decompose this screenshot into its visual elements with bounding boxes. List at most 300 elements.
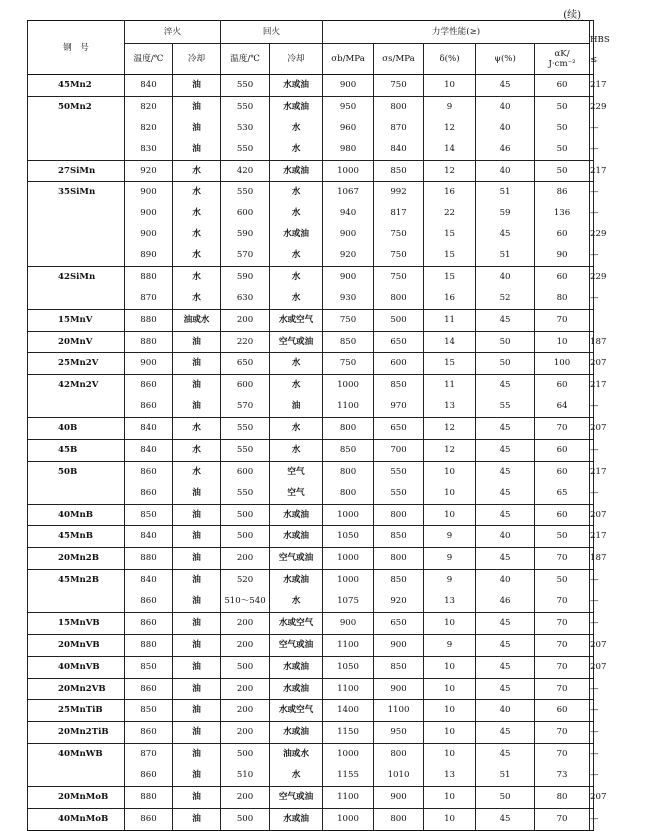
- cell-temper-cool: 水或空气: [270, 612, 323, 634]
- table-row: [28, 96, 594, 117]
- cell-quench-temp: 860: [125, 722, 173, 744]
- cell-temper-cool: 水或空气: [270, 700, 323, 722]
- cell-quench-cool: 油: [173, 504, 221, 526]
- header-temper-cool: 冷却: [270, 44, 323, 75]
- cell-ak: 50: [535, 526, 590, 548]
- cell-quench-cool: 油: [173, 118, 221, 139]
- cell-ak: 136: [535, 203, 590, 224]
- cell-quench-temp: 860: [125, 612, 173, 634]
- cell-hbs: —: [590, 612, 594, 634]
- header-quench: 淬火: [125, 21, 221, 44]
- cell-ak: 50: [535, 570, 590, 591]
- header-ak-bottom: J·cm⁻²: [548, 59, 576, 69]
- cell-psi: 50: [476, 353, 535, 375]
- cell-sigma-s: 800: [374, 288, 424, 309]
- cell-temper-temp: 630: [221, 288, 270, 309]
- cell-temper-cool: 水或油: [270, 678, 323, 700]
- steel-grade: 40MnVB: [28, 656, 125, 678]
- cell-quench-temp: 860: [125, 396, 173, 417]
- cell-ak: 70: [535, 722, 590, 744]
- cell-sigma-s: 900: [374, 678, 424, 700]
- cell-hbs: 229: [590, 96, 594, 117]
- cell-temper-temp: 550: [221, 182, 270, 203]
- cell-temper-cool: 水或油: [270, 504, 323, 526]
- cell-quench-cool: 油: [173, 765, 221, 786]
- cell-temper-cool: 水或油: [270, 75, 323, 97]
- cell-delta: 12: [424, 118, 476, 139]
- header-quench-cool: 冷却: [173, 44, 221, 75]
- cell-ak: 60: [535, 439, 590, 461]
- cell-sigma-s: 800: [374, 548, 424, 570]
- cell-temper-cool: 水或油: [270, 526, 323, 548]
- cell-temper-temp: 520: [221, 570, 270, 591]
- cell-ak: 70: [535, 548, 590, 570]
- table-row: [28, 612, 594, 634]
- cell-ak: 60: [535, 700, 590, 722]
- cell-quench-cool: 油: [173, 786, 221, 808]
- cell-sigma-b: 1000: [323, 570, 374, 591]
- cell-temper-temp: 510～540: [221, 591, 270, 612]
- cell-ak: 70: [535, 656, 590, 678]
- cell-delta: 9: [424, 548, 476, 570]
- cell-hbs: 217: [590, 461, 594, 482]
- cell-psi: 45: [476, 744, 535, 765]
- table-row: [28, 526, 594, 548]
- cell-delta: 10: [424, 461, 476, 482]
- cell-ak: 70: [535, 744, 590, 765]
- cell-temper-cool: 油或水: [270, 744, 323, 765]
- cell-quench-temp: 870: [125, 744, 173, 765]
- cell-delta: 9: [424, 570, 476, 591]
- cell-quench-temp: 840: [125, 526, 173, 548]
- cell-quench-temp: 860: [125, 461, 173, 482]
- cell-quench-temp: 830: [125, 139, 173, 160]
- cell-delta: 15: [424, 245, 476, 266]
- cell-quench-cool: 油: [173, 722, 221, 744]
- cell-quench-cool: 油: [173, 75, 221, 97]
- cell-sigma-s: 800: [374, 96, 424, 117]
- steel-grade: 25MnTiB: [28, 700, 125, 722]
- steel-grade: 40MnWB: [28, 744, 125, 787]
- cell-temper-cool: 水: [270, 439, 323, 461]
- cell-hbs: —: [590, 722, 594, 744]
- cell-hbs: —: [590, 700, 594, 722]
- cell-delta: 12: [424, 418, 476, 440]
- cell-delta: 15: [424, 224, 476, 245]
- cell-ak: 64: [535, 396, 590, 417]
- cell-sigma-b: 950: [323, 96, 374, 117]
- cell-temper-cool: 水: [270, 139, 323, 160]
- cell-sigma-b: 1067: [323, 182, 374, 203]
- cell-temper-cool: 水: [270, 203, 323, 224]
- cell-temper-temp: 590: [221, 224, 270, 245]
- cell-sigma-b: 1100: [323, 678, 374, 700]
- table-row: [28, 439, 594, 461]
- cell-sigma-b: 1000: [323, 504, 374, 526]
- cell-temper-cool: 水: [270, 353, 323, 375]
- cell-ak: 50: [535, 160, 590, 182]
- cell-quench-cool: 水: [173, 418, 221, 440]
- table-row: [28, 700, 594, 722]
- cell-sigma-b: 1000: [323, 744, 374, 765]
- cell-delta: 10: [424, 656, 476, 678]
- cell-hbs: 217: [590, 75, 594, 97]
- header-ak-top: αK/: [554, 49, 570, 59]
- header-hbs-top: HBS: [590, 35, 610, 45]
- cell-quench-cool: 水: [173, 224, 221, 245]
- cell-psi: 40: [476, 570, 535, 591]
- cell-temper-temp: 200: [221, 548, 270, 570]
- cell-temper-temp: 600: [221, 203, 270, 224]
- cell-sigma-b: 800: [323, 483, 374, 504]
- cell-sigma-s: 700: [374, 439, 424, 461]
- cell-delta: 10: [424, 612, 476, 634]
- cell-quench-cool: 水: [173, 288, 221, 309]
- cell-hbs: —: [590, 182, 594, 203]
- cell-sigma-b: 1000: [323, 160, 374, 182]
- cell-temper-temp: 220: [221, 331, 270, 353]
- cell-quench-cool: 油: [173, 331, 221, 353]
- cell-sigma-b: 940: [323, 203, 374, 224]
- cell-temper-cool: 水: [270, 245, 323, 266]
- cell-quench-temp: 850: [125, 504, 173, 526]
- header-temper-temp: 温度/℃: [221, 44, 270, 75]
- cell-sigma-s: 850: [374, 375, 424, 396]
- cell-sigma-s: 750: [374, 75, 424, 97]
- cell-sigma-s: 920: [374, 591, 424, 612]
- cell-sigma-s: 800: [374, 808, 424, 830]
- cell-psi: 45: [476, 224, 535, 245]
- cell-hbs: —: [590, 203, 594, 224]
- cell-temper-temp: 200: [221, 612, 270, 634]
- cell-hbs: —: [590, 439, 594, 461]
- steel-grade: 45Mn2: [28, 75, 125, 97]
- cell-quench-temp: 840: [125, 75, 173, 97]
- cell-temper-temp: 510: [221, 765, 270, 786]
- cell-ak: 65: [535, 483, 590, 504]
- cell-quench-temp: 900: [125, 203, 173, 224]
- cell-sigma-s: 800: [374, 504, 424, 526]
- cell-delta: 10: [424, 808, 476, 830]
- cell-sigma-s: 500: [374, 309, 424, 331]
- cell-hbs: 207: [590, 504, 594, 526]
- cell-hbs: 207: [590, 656, 594, 678]
- cell-temper-temp: 500: [221, 504, 270, 526]
- cell-temper-cool: 水或油: [270, 570, 323, 591]
- cell-temper-temp: 570: [221, 396, 270, 417]
- cell-quench-temp: 900: [125, 182, 173, 203]
- header-temper: 回火: [221, 21, 323, 44]
- cell-quench-cool: 油: [173, 700, 221, 722]
- cell-temper-cool: 水或油: [270, 224, 323, 245]
- table-row: [28, 504, 594, 526]
- steel-grade: 45Mn2B: [28, 570, 125, 613]
- cell-psi: 45: [476, 808, 535, 830]
- cell-psi: 45: [476, 722, 535, 744]
- cell-psi: 40: [476, 160, 535, 182]
- cell-sigma-s: 992: [374, 182, 424, 203]
- cell-temper-temp: 200: [221, 700, 270, 722]
- cell-ak: 70: [535, 808, 590, 830]
- cell-quench-cool: 水: [173, 439, 221, 461]
- cell-ak: 60: [535, 224, 590, 245]
- cell-temper-cool: 水: [270, 266, 323, 287]
- steel-grade: 40MnB: [28, 504, 125, 526]
- cell-temper-cool: 水: [270, 765, 323, 786]
- cell-psi: 45: [476, 634, 535, 656]
- cell-psi: 45: [476, 439, 535, 461]
- cell-hbs: —: [590, 744, 594, 765]
- header-steel: 钢 号: [28, 21, 125, 75]
- cell-psi: 40: [476, 118, 535, 139]
- cell-ak: 70: [535, 591, 590, 612]
- cell-sigma-b: 900: [323, 612, 374, 634]
- table-row: [28, 656, 594, 678]
- cell-temper-cool: 空气或油: [270, 786, 323, 808]
- table-row: [28, 309, 594, 331]
- cell-delta: 10: [424, 678, 476, 700]
- cell-sigma-b: 1050: [323, 526, 374, 548]
- cell-quench-temp: 860: [125, 483, 173, 504]
- cell-hbs: —: [590, 288, 594, 309]
- steel-properties-table: [27, 20, 610, 831]
- cell-sigma-b: 1000: [323, 808, 374, 830]
- cell-quench-temp: 860: [125, 808, 173, 830]
- steel-grade: 20MnVB: [28, 634, 125, 656]
- cell-ak: 86: [535, 182, 590, 203]
- cell-sigma-s: 650: [374, 418, 424, 440]
- cell-hbs: 229: [590, 266, 594, 287]
- cell-hbs: 217: [590, 526, 594, 548]
- cell-quench-cool: 水: [173, 203, 221, 224]
- cell-sigma-s: 817: [374, 203, 424, 224]
- cell-quench-temp: 860: [125, 678, 173, 700]
- table-row: [28, 266, 594, 287]
- steel-grade: 27SiMn: [28, 160, 125, 182]
- cell-quench-temp: 850: [125, 656, 173, 678]
- cell-sigma-b: 960: [323, 118, 374, 139]
- table-row: [28, 744, 594, 765]
- table-row: [28, 634, 594, 656]
- header-ak: [535, 44, 590, 75]
- cell-ak: 70: [535, 309, 590, 331]
- cell-psi: 46: [476, 591, 535, 612]
- cell-temper-temp: 600: [221, 375, 270, 396]
- cell-psi: 59: [476, 203, 535, 224]
- cell-temper-temp: 590: [221, 266, 270, 287]
- table-row: [28, 548, 594, 570]
- cell-hbs: 229: [590, 224, 594, 245]
- cell-sigma-s: 850: [374, 570, 424, 591]
- cell-temper-cool: 空气或油: [270, 634, 323, 656]
- header-hbs: [590, 21, 610, 75]
- steel-grade: 20MnV: [28, 331, 125, 353]
- cell-sigma-b: 850: [323, 439, 374, 461]
- cell-temper-temp: 550: [221, 439, 270, 461]
- cell-hbs: 187: [590, 331, 594, 353]
- cell-hbs: 207: [590, 418, 594, 440]
- cell-delta: 9: [424, 634, 476, 656]
- cell-temper-temp: 200: [221, 722, 270, 744]
- cell-sigma-s: 750: [374, 266, 424, 287]
- cell-sigma-b: 850: [323, 331, 374, 353]
- cell-sigma-b: 1400: [323, 700, 374, 722]
- cell-quench-temp: 860: [125, 375, 173, 396]
- cell-temper-cool: 水: [270, 288, 323, 309]
- cell-hbs: —: [590, 765, 594, 786]
- table-row: [28, 353, 594, 375]
- cell-ak: 70: [535, 612, 590, 634]
- cell-delta: 15: [424, 353, 476, 375]
- table-body: [28, 75, 607, 831]
- cell-quench-cool: 油或水: [173, 309, 221, 331]
- cell-quench-temp: 840: [125, 439, 173, 461]
- cell-quench-temp: 880: [125, 331, 173, 353]
- cell-psi: 51: [476, 765, 535, 786]
- cell-hbs: —: [590, 483, 594, 504]
- cell-sigma-s: 900: [374, 786, 424, 808]
- cell-ak: 73: [535, 765, 590, 786]
- steel-grade: 15MnVB: [28, 612, 125, 634]
- cell-ak: 60: [535, 266, 590, 287]
- cell-sigma-s: 900: [374, 634, 424, 656]
- cell-quench-cool: 油: [173, 612, 221, 634]
- cell-sigma-s: 650: [374, 331, 424, 353]
- cell-sigma-b: 930: [323, 288, 374, 309]
- cell-quench-cool: 油: [173, 656, 221, 678]
- cell-delta: 9: [424, 526, 476, 548]
- table-row: [28, 75, 594, 97]
- cell-ak: 50: [535, 96, 590, 117]
- cell-hbs: 207: [590, 786, 594, 808]
- cell-delta: 9: [424, 96, 476, 117]
- cell-quench-temp: 880: [125, 786, 173, 808]
- cell-hbs: —: [590, 591, 594, 612]
- cell-sigma-b: 1075: [323, 591, 374, 612]
- cell-sigma-b: 800: [323, 461, 374, 482]
- cell-temper-cool: 油: [270, 396, 323, 417]
- cell-delta: 13: [424, 765, 476, 786]
- cell-sigma-s: 850: [374, 160, 424, 182]
- cell-temper-cool: 空气: [270, 483, 323, 504]
- cell-sigma-b: 1100: [323, 786, 374, 808]
- cell-psi: 51: [476, 245, 535, 266]
- cell-delta: 10: [424, 744, 476, 765]
- cell-temper-cool: 水: [270, 375, 323, 396]
- cell-quench-cool: 油: [173, 526, 221, 548]
- cell-quench-temp: 880: [125, 548, 173, 570]
- cell-temper-cool: 空气或油: [270, 331, 323, 353]
- cell-temper-temp: 550: [221, 483, 270, 504]
- table-row: [28, 570, 594, 591]
- cell-temper-temp: 550: [221, 418, 270, 440]
- cell-ak: 50: [535, 139, 590, 160]
- header-delta: δ(%): [424, 44, 476, 75]
- cell-delta: 14: [424, 139, 476, 160]
- cell-psi: 45: [476, 375, 535, 396]
- table-row: [28, 182, 594, 203]
- cell-delta: 11: [424, 375, 476, 396]
- cell-quench-temp: 860: [125, 765, 173, 786]
- cell-quench-temp: 900: [125, 224, 173, 245]
- cell-quench-temp: 840: [125, 418, 173, 440]
- cell-psi: 45: [476, 656, 535, 678]
- cell-sigma-b: 1050: [323, 656, 374, 678]
- cell-quench-cool: 水: [173, 182, 221, 203]
- steel-grade: 20Mn2VB: [28, 678, 125, 700]
- cell-psi: 45: [476, 483, 535, 504]
- cell-quench-cool: 油: [173, 634, 221, 656]
- cell-ak: 70: [535, 634, 590, 656]
- cell-temper-cool: 水: [270, 591, 323, 612]
- cell-quench-cool: 油: [173, 483, 221, 504]
- cell-quench-cool: 油: [173, 591, 221, 612]
- steel-grade: 42SiMn: [28, 266, 125, 309]
- cell-sigma-b: 750: [323, 309, 374, 331]
- cell-sigma-b: 1100: [323, 634, 374, 656]
- cell-temper-temp: 420: [221, 160, 270, 182]
- cell-sigma-s: 650: [374, 612, 424, 634]
- cell-ak: 60: [535, 461, 590, 482]
- cell-quench-cool: 油: [173, 353, 221, 375]
- cell-temper-cool: 空气: [270, 461, 323, 482]
- cell-quench-temp: 880: [125, 309, 173, 331]
- cell-psi: 50: [476, 786, 535, 808]
- cell-quench-temp: 820: [125, 96, 173, 117]
- cell-quench-cool: 水: [173, 461, 221, 482]
- cell-delta: 10: [424, 483, 476, 504]
- cell-temper-temp: 550: [221, 96, 270, 117]
- cell-sigma-b: 900: [323, 224, 374, 245]
- steel-grade: 40B: [28, 418, 125, 440]
- table-row: [28, 678, 594, 700]
- cell-quench-temp: 850: [125, 700, 173, 722]
- header-sigma-b: σb/MPa: [323, 44, 374, 75]
- cell-sigma-s: 1100: [374, 700, 424, 722]
- cell-temper-temp: 500: [221, 656, 270, 678]
- cell-psi: 52: [476, 288, 535, 309]
- cell-temper-temp: 530: [221, 118, 270, 139]
- cell-psi: 50: [476, 331, 535, 353]
- continued-label: (续): [563, 10, 581, 21]
- cell-delta: 10: [424, 75, 476, 97]
- cell-ak: 90: [535, 245, 590, 266]
- cell-psi: 40: [476, 96, 535, 117]
- cell-ak: 10: [535, 331, 590, 353]
- cell-quench-cool: 油: [173, 570, 221, 591]
- cell-sigma-b: 1100: [323, 396, 374, 417]
- cell-ak: 70: [535, 678, 590, 700]
- cell-quench-cool: 油: [173, 678, 221, 700]
- cell-psi: 45: [476, 612, 535, 634]
- cell-ak: 80: [535, 786, 590, 808]
- cell-quench-cool: 水: [173, 245, 221, 266]
- cell-sigma-s: 550: [374, 483, 424, 504]
- cell-temper-cool: 水或油: [270, 160, 323, 182]
- cell-temper-temp: 200: [221, 786, 270, 808]
- cell-sigma-s: 750: [374, 245, 424, 266]
- cell-delta: 12: [424, 160, 476, 182]
- cell-sigma-b: 920: [323, 245, 374, 266]
- cell-quench-temp: 820: [125, 118, 173, 139]
- cell-psi: 40: [476, 266, 535, 287]
- header-psi: ψ(%): [476, 44, 535, 75]
- cell-psi: 40: [476, 700, 535, 722]
- cell-quench-cool: 油: [173, 808, 221, 830]
- cell-psi: 45: [476, 504, 535, 526]
- cell-psi: 45: [476, 309, 535, 331]
- cell-sigma-s: 870: [374, 118, 424, 139]
